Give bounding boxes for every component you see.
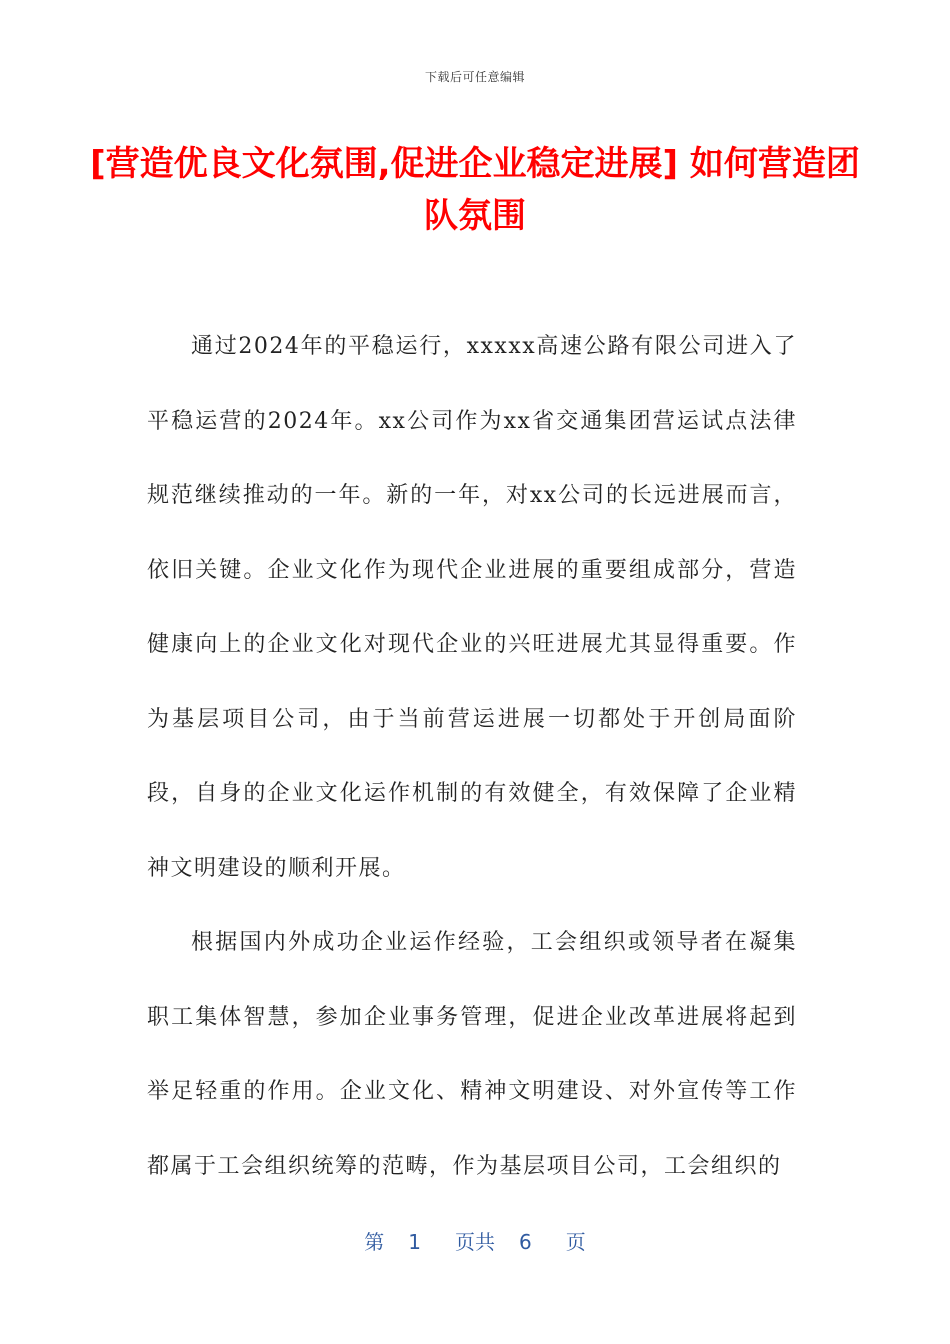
document-title: [营造优良文化氛围,促进企业稳定进展] 如何营造团队氛围 [90, 144, 860, 236]
paragraph: 通过2024年的平稳运行，xxxxx高速公路有限公司进入了平稳运营的2024年。xx公司作为xx省交通集团营运试点法律规范继续推动的一年。新的一年，对xx公司的长远进展而言，依旧关键。企业文化作为现代企业进展的重要组成部分，营造健康向上的企业文化对现代企业的兴旺进展尤其显得重要。作为基层项目公司，由于当前营运进展一切都处于开创局面阶段，自身的企业文化运作机制的有效健全，有效保障了企业精神文明建设的顺利开展。 [147, 334, 797, 881]
total-pages-number: 6 [519, 1230, 532, 1254]
header-note: 下载后可任意编辑 [424, 70, 525, 84]
page-label-suffix: 页 [565, 1230, 586, 1254]
document-body [147, 310, 797, 1204]
paragraph: 根据国内外成功企业运作经验，工会组织或领导者在凝集职工集体智慧，参加企业事务管理，促进企业改革进展将起到举足轻重的作用。企业文化、精神文明建设、对外宣传等工作都属于工会组织统筹的范畴，作为基层项目公司，工会组织的 [147, 930, 797, 1179]
page-label-mid: 页共 [455, 1230, 495, 1254]
page-footer [0, 1226, 950, 1255]
page-label-prefix: 第 [364, 1230, 385, 1254]
current-page-number: 1 [408, 1230, 421, 1254]
